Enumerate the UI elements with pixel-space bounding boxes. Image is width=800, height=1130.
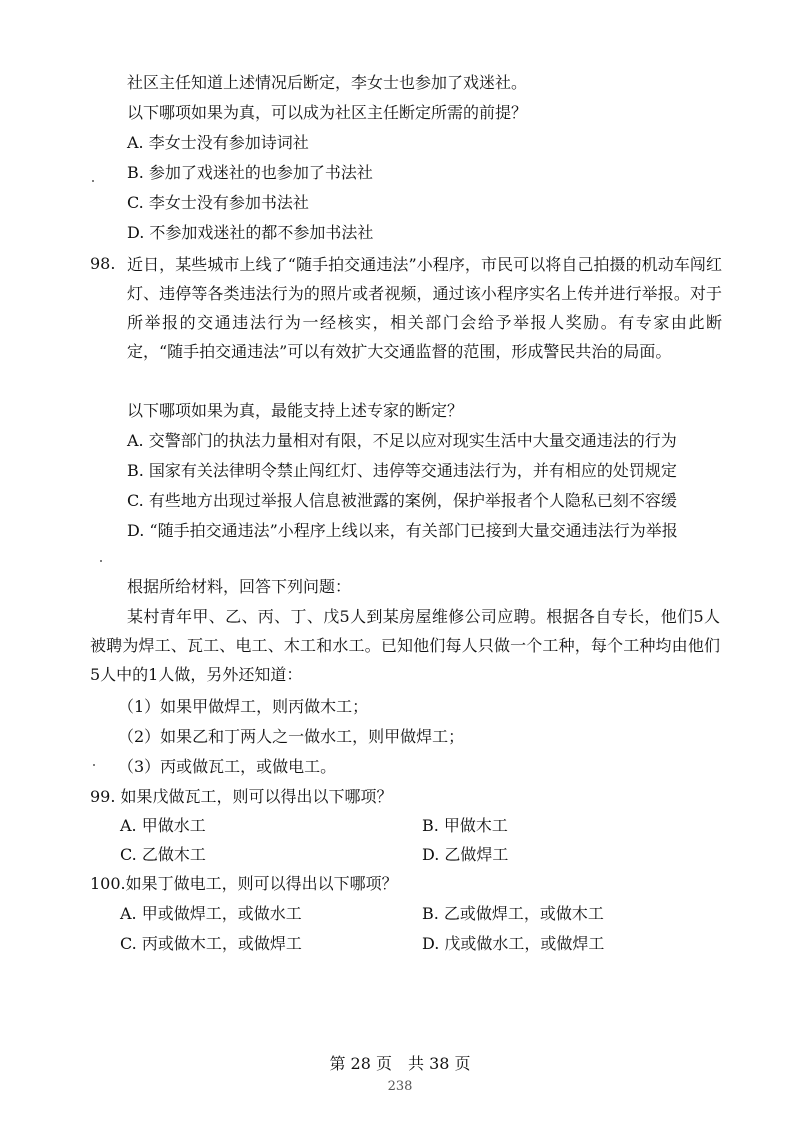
condition-1: （1）如果甲做焊工，则丙做木工； [118,697,369,716]
q98-option-a: A. 交警部门的执法力量相对有限，不足以应对现实生活中大量交通违法的行为 [127,431,677,450]
q100-option-d: D. 戊或做水工，或做焊工 [422,934,605,953]
q98-option-d: D. “随手拍交通违法”小程序上线以来，有关部门已接到大量交通违法行为举报 [127,521,678,540]
q99-stem: 99. 如果戊做瓦工，则可以得出以下哪项？ [90,787,393,806]
page-label: 第 28 页 共 38 页 [329,1054,471,1073]
q99-option-d: D. 乙做焊工 [422,845,509,864]
scan-speck [92,180,94,182]
condition-2: （2）如果乙和丁两人之一做水工，则甲做焊工； [118,727,465,746]
q97-option-a: A. 李女士没有参加诗词社 [127,133,309,152]
q100-option-c: C. 丙或做木工，或做焊工 [120,934,302,953]
q98-option-b: B. 国家有关法律明令禁止闯红灯、违停等交通违法行为，并有相应的处罚规定 [127,461,677,480]
material-body: 某村青年甲、乙、丙、丁、戊5人到某房屋维修公司应聘。根据各自专长，他们5人被聘为焊工、瓦工、电工、木工和水工。已知他们每人只做一个工种，每个工种均由他们5人中的1人做，另外还知道： [90,607,720,684]
q100-stem: 100.如果丁做电工，则可以得出以下哪项？ [90,874,398,893]
q98-stem: 近日，某些城市上线了“随手拍交通违法”小程序，市民可以将自己拍摄的机动车闯红灯、违停等各类违法行为的照片或者视频，通过该小程序实名上传并进行举报。对于所举报的交通违法行为一经核实，相关部门会给予举报人奖励。有专家由此断定，“随手拍交通违法”可以有效扩大交通监督的范围，形成警民共治的局面。 [127,255,722,361]
q100-option-b: B. 乙或做焊工，或做木工 [422,904,604,923]
q98-option-c: C. 有些地方出现过举报人信息被泄露的案例，保护举报者个人隐私已刻不容缓 [127,491,677,510]
q97-option-d: D. 不参加戏迷社的都不参加书法社 [127,223,374,242]
q99-option-b: B. 甲做木工 [422,816,508,835]
page-number: 238 [387,1079,413,1094]
q98-question: 以下哪项如果为真，最能支持上述专家的断定？ [127,401,464,420]
q97-question: 以下哪项如果为真，可以成为社区主任断定所需的前提？ [127,103,528,122]
q97-option-b: B. 参加了戏迷社的也参加了书法社 [127,163,373,182]
scan-speck [93,764,95,766]
q98-number: 98. [90,254,116,273]
q97-option-c: C. 李女士没有参加书法社 [127,193,309,212]
q100-option-a: A. 甲或做焊工，或做水工 [120,904,302,923]
condition-3: （3）丙或做瓦工，或做电工。 [118,757,337,776]
scan-speck [100,560,102,562]
q99-option-a: A. 甲做水工 [120,816,206,835]
material-heading: 根据所给材料，回答下列问题： [127,577,352,596]
q99-option-c: C. 乙做木工 [120,845,206,864]
q97-intro: 社区主任知道上述情况后断定，李女士也参加了戏迷社。 [127,73,528,92]
